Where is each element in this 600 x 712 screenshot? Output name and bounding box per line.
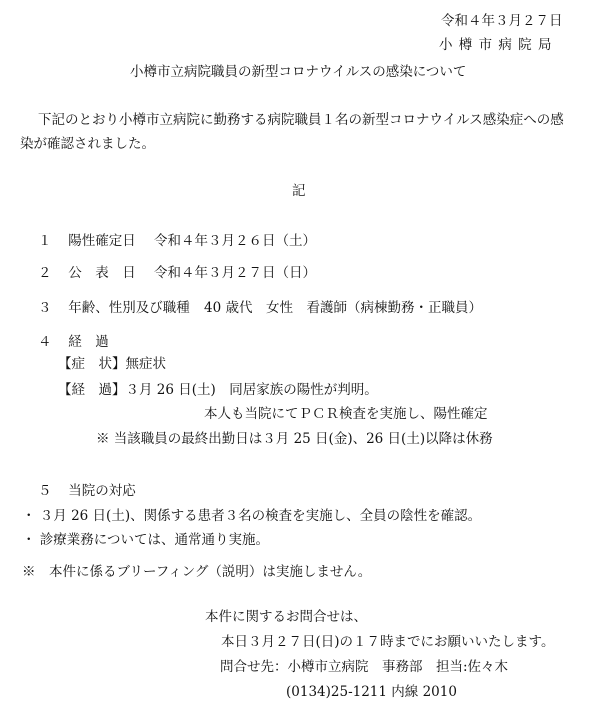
item-3-value: 40 歳代 女性 看護師（病棟勤務・正職員） (204, 300, 482, 316)
contact-phone: (0134)25-1211 内線 2010 (286, 684, 457, 700)
item-4-note: ※ 当該職員の最終出勤日は３月 25 日(金)、26 日(土)以降は休務 (96, 431, 493, 447)
item-3-number: ３ (38, 300, 52, 316)
item-5-label: 当院の対応 (68, 483, 136, 499)
item-2-number: ２ (38, 265, 52, 281)
item-5 (38, 485, 136, 499)
item-4-label: 経 過 (68, 334, 109, 350)
item-2-value: 令和４年３月２７日（日） (154, 265, 316, 281)
document-date: 令和４年３月２７日 (441, 13, 563, 29)
contact-line-1: 本件に関するお問合せは、 (205, 609, 367, 625)
item-5-number: ５ (38, 483, 52, 499)
issuer-name: 小 樽 市 病 院 局 (439, 37, 553, 53)
item-1 (38, 235, 136, 249)
item-4 (38, 336, 109, 350)
item-4-number: ４ (38, 334, 52, 350)
item-4-progress-1: 【経 過】３月 26 日(土) 同居家族の陽性が判明。 (58, 382, 378, 398)
document-title: 小樽市立病院職員の新型コロナウイルスの感染について (130, 64, 467, 80)
intro-line-2: 染が確認されました。 (20, 136, 155, 152)
item-5-bullet-1: ・ ３月 26 日(土)、関係する患者３名の検査を実施し、全員の陰性を確認。 (22, 508, 482, 524)
item-2 (38, 267, 136, 281)
item-1-number: １ (38, 233, 52, 249)
item-1-label: 陽性確定日 (68, 233, 136, 249)
briefing-note: ※ 本件に係るブリーフィング（説明）は実施しません。 (22, 564, 372, 580)
contact-line-2: 本日３月２７日(日)の１７時までにお願いいたします。 (221, 634, 555, 650)
item-2-label: 公 表 日 (68, 265, 136, 281)
item-4-progress-2: 本人も当院にてＰＣＲ検査を実施し、陽性確定 (204, 406, 488, 422)
item-3 (38, 302, 190, 316)
ki-heading: 記 (292, 183, 306, 199)
item-5-bullet-2: ・ 診療業務については、通常通り実施。 (22, 532, 270, 548)
contact-line-3: 問合せ先：小樽市立病院 事務部 担当:佐々木 (220, 659, 509, 675)
item-1-value: 令和４年３月２６日（土） (154, 233, 316, 249)
item-4-symptom: 【症 状】無症状 (58, 356, 166, 372)
item-3-label: 年齢、性別及び職種 (68, 300, 190, 316)
intro-line-1: 下記のとおり小樽市立病院に勤務する病院職員１名の新型コロナウイルス感染症への感 (38, 112, 564, 128)
